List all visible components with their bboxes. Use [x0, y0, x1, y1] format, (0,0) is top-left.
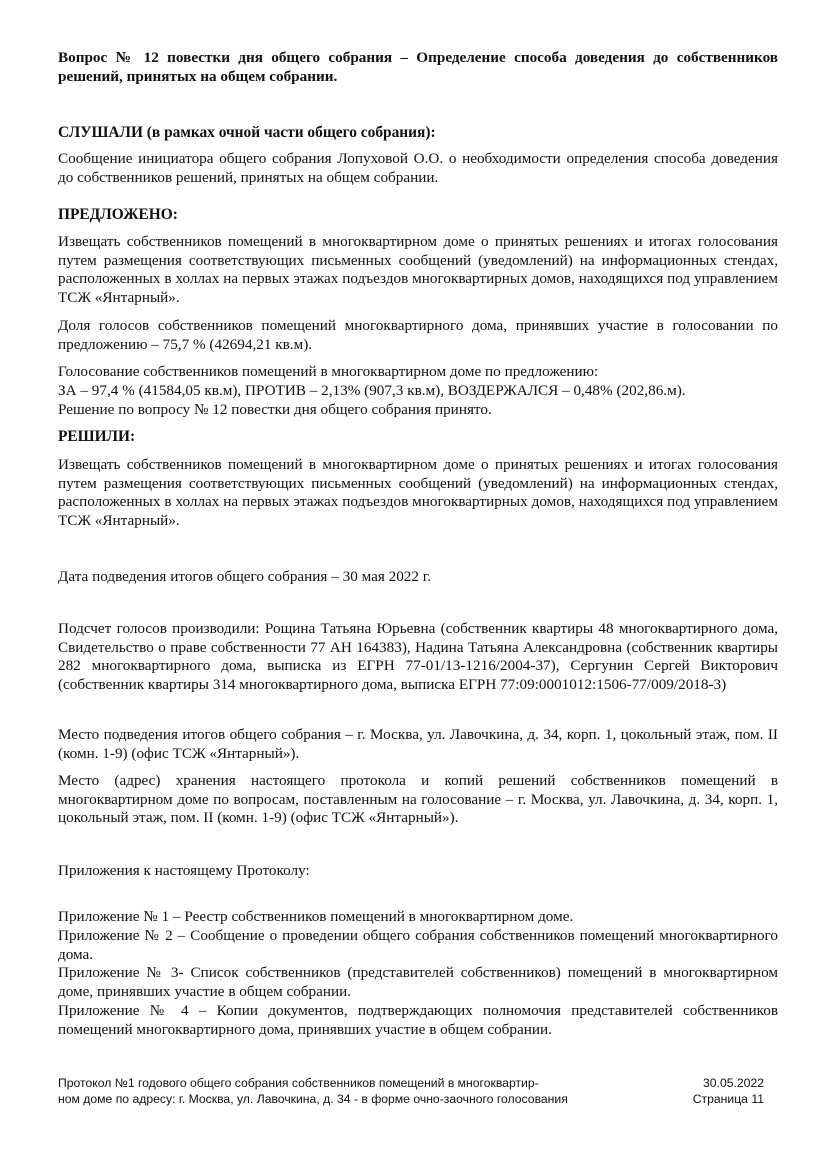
footer-line: ном доме по адресу: г. Москва, ул. Лавочкина, д. 34 - в форме очно-заочного голосования	[58, 1092, 568, 1107]
vote-intro: Голосование собственников помещений в многоквартирном доме по предложению:	[58, 363, 599, 380]
page-number: Страница 11	[692, 1092, 764, 1107]
footer-meta	[693, 1075, 764, 1108]
heard-heading: СЛУШАЛИ (в рамках очной части общего собрания):	[58, 124, 436, 141]
votes-share: Доля голосов собственников помещений многоквартирного дома, принявших участие в голосовании по предложению – 75,7 % (42694,21 кв.м).	[58, 317, 778, 353]
attachments-heading: Приложения к настоящему Протоколу:	[58, 862, 310, 879]
summary-place: Место подведения итогов общего собрания – г. Москва, ул. Лавочкина, д. 34, корп. 1, цокольный этаж, пом. II (комн. 1-9) (офис ТСЖ «Янтарный»).	[58, 726, 778, 762]
footer-protocol-caption	[58, 1075, 618, 1108]
proposed-heading: ПРЕДЛОЖЕНО:	[58, 206, 178, 223]
vote-counters: Подсчет голосов производили: Рощина Татьяна Юрьевна (собственник квартиры 48 многоквартирного дома, Свидетельство о праве собственности 77 АН 164383), Надина Татьяна Александровна (собственник квартиры 282 многоквартирного дома, выписка из ЕГРН 77-01/13-1216/2004-37), Сергунин Сергей Викторович (собственник квартиры 314 многоквартирного дома, выписка ЕГРН 77:09:0001012:1506-77/009/2018-3)	[58, 620, 778, 693]
decided-text: Извещать собственников помещений в многоквартирном доме о принятых решениях и итогах голосования путем размещения соответствующих письменных сообщений (уведомлений) на информационных стендах, расположенных в холлах на первых этажах подъездов многоквартирных домов, находящихся под управлением ТСЖ «Янтарный».	[58, 456, 778, 529]
attachment-item: Приложение № 2 – Сообщение о проведении общего собрания собственников помещений многоквартирного дома.	[58, 927, 778, 963]
vote-result: ЗА – 97,4 % (41584,05 кв.м), ПРОТИВ – 2,13% (907,3 кв.м), ВОЗДЕРЖАЛСЯ – 0,48% (202,86.м).	[58, 382, 686, 399]
heard-text: Сообщение инициатора общего собрания Лопуховой О.О. о необходимости определения способа доведения до собственников решений, принятых на общем собрании.	[58, 150, 778, 186]
attachment-item: Приложение № 4 – Копии документов, подтверждающих полномочия представителей собственников помещений многоквартирного дома, принявших участие в общем собрании.	[58, 1002, 778, 1038]
attachment-item: Приложение № 1 – Реестр собственников помещений в многоквартирном доме.	[58, 908, 574, 925]
decided-heading: РЕШИЛИ:	[58, 428, 136, 445]
decision-statement: Решение по вопросу № 12 повестки дня общего собрания принято.	[58, 401, 492, 418]
proposed-text: Извещать собственников помещений в многоквартирном доме о принятых решениях и итогах голосования путем размещения соответствующих письменных сообщений (уведомлений) на информационных стендах, расположенных в холлах на первых этажах подъездов многоквартирных домов, находящихся под управлением ТСЖ «Янтарный».	[58, 233, 778, 306]
attachment-item: Приложение № 3- Список собственников (представителей собственников) помещений в многоквартирном доме, принявших участие в общем собрании.	[58, 964, 778, 1000]
footer-line: Протокол №1 годового общего собрания собственников помещений в многоквартир-	[58, 1076, 539, 1090]
summary-date: Дата подведения итогов общего собрания – 30 мая 2022 г.	[58, 568, 432, 585]
footer-date: 30.05.2022	[703, 1076, 764, 1090]
storage-place: Место (адрес) хранения настоящего протокола и копий решений собственников помещений в многоквартирном доме по вопросам, поставленным на голосование – г. Москва, ул. Лавочкина, д. 34, корп. 1, цокольный этаж, пом. II (комн. 1-9) (офис ТСЖ «Янтарный»).	[58, 772, 778, 827]
question-title: Вопрос № 12 повестки дня общего собрания – Определение способа доведения до собственников решений, принятых на общем собрании.	[58, 49, 778, 85]
